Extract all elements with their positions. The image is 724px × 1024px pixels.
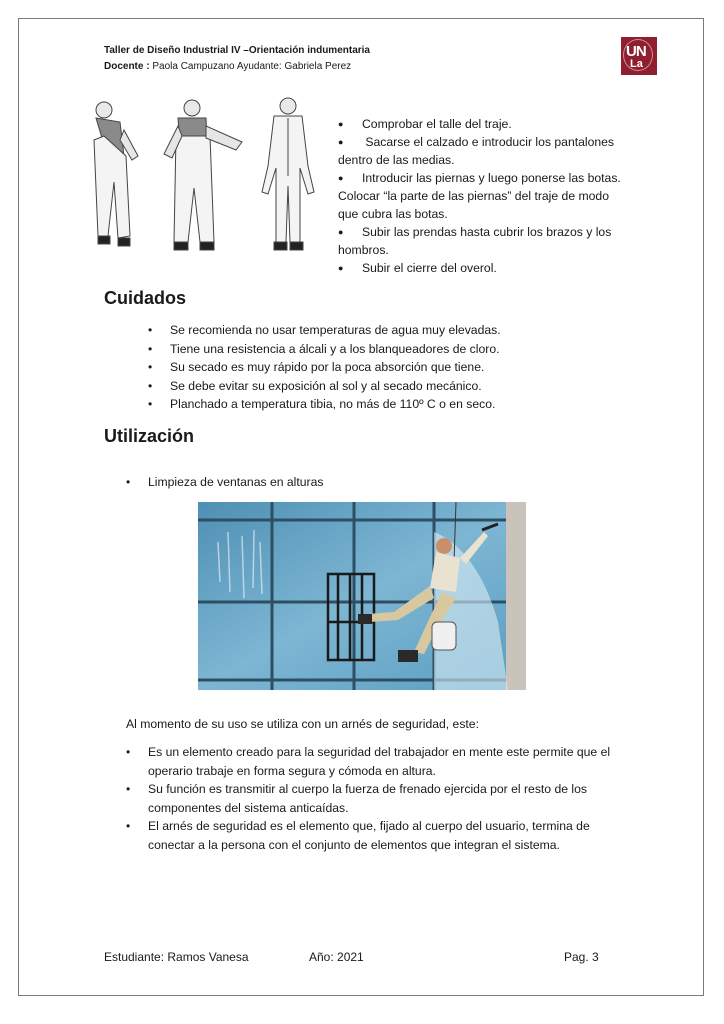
figure-step-1 — [94, 102, 138, 246]
step-item — [338, 169, 628, 223]
bullet-icon: ● — [338, 227, 344, 237]
step-text: Comprobar el talle del traje. — [362, 117, 512, 131]
step-text: Sacarse el calzado e introducir los pantalones dentro de las medias. — [338, 135, 615, 167]
step-item — [338, 259, 628, 277]
harness-list — [126, 743, 626, 855]
bullet-icon: ● — [338, 137, 344, 147]
donning-steps — [338, 115, 628, 277]
suit-donning-illustration — [86, 96, 326, 266]
header-staff — [104, 61, 351, 72]
step-item — [338, 223, 628, 259]
step-text: Introducir las piernas y luego ponerse las botas. Colocar “la parte de las piernas” del traje de modo que cubra las botas. — [338, 171, 621, 221]
list-item: • Su función es transmitir al cuerpo la fuerza de frenado ejercida por el resto de los componentes del sistema anticaídas. — [126, 780, 626, 817]
step-item — [338, 115, 628, 133]
list-item: • Se recomienda no usar temperaturas de agua muy elevadas. — [148, 321, 608, 340]
bullet-icon: ● — [338, 173, 344, 183]
list-item: • Es un elemento creado para la seguridad del trabajador en mente este permite que el operario trabaje en forma segura y cómoda en altura. — [126, 743, 626, 780]
list-item: • El arnés de seguridad es el elemento que, fijado al cuerpo del usuario, termina de conectar a la persona con el conjunto de elementos que integran el sistema. — [126, 817, 626, 854]
care-list — [126, 321, 608, 414]
list-item: • Su secado es muy rápido por la poca absorción que tiene. — [148, 358, 608, 377]
list-item: • Se debe evitar su exposición al sol y al secado mecánico. — [148, 377, 608, 396]
section-title-cuidados: Cuidados — [104, 288, 187, 308]
teacher-value: Paola Campuzano Ayudante: Gabriela Perez — [149, 61, 352, 72]
list-item: • Tiene una resistencia a álcali y a los blanqueadores de cloro. — [148, 340, 608, 359]
footer-page-number: Pag. 3 — [564, 950, 599, 964]
header-course-title: Taller de Diseño Industrial IV –Orientación indumentaria — [104, 45, 370, 56]
footer-year: Año: 2021 — [309, 950, 364, 964]
use-list — [126, 473, 426, 492]
bullet-icon: ● — [338, 263, 344, 273]
step-text: Subir las prendas hasta cubrir los brazos y los hombros. — [338, 225, 612, 257]
bullet-icon: ● — [338, 119, 344, 129]
figure-step-2 — [164, 100, 242, 250]
university-logo — [621, 37, 657, 75]
window-cleaner-photo — [198, 502, 526, 690]
teacher-label: Docente : — [104, 61, 150, 72]
figure-step-3 — [262, 98, 314, 250]
list-item: • Limpieza de ventanas en alturas — [126, 473, 426, 492]
step-item — [338, 133, 628, 169]
list-item: • Planchado a temperatura tibia, no más de 110º C o en seco. — [148, 395, 608, 414]
footer-student: Estudiante: Ramos Vanesa — [104, 950, 249, 964]
step-text: Subir el cierre del overol. — [362, 261, 497, 275]
harness-intro: Al momento de su uso se utiliza con un arnés de seguridad, este: — [126, 717, 479, 731]
section-title-utilizacion: Utilización — [104, 426, 195, 446]
logo-text-top: UN — [626, 43, 646, 60]
logo-text-bottom: La — [630, 58, 643, 70]
